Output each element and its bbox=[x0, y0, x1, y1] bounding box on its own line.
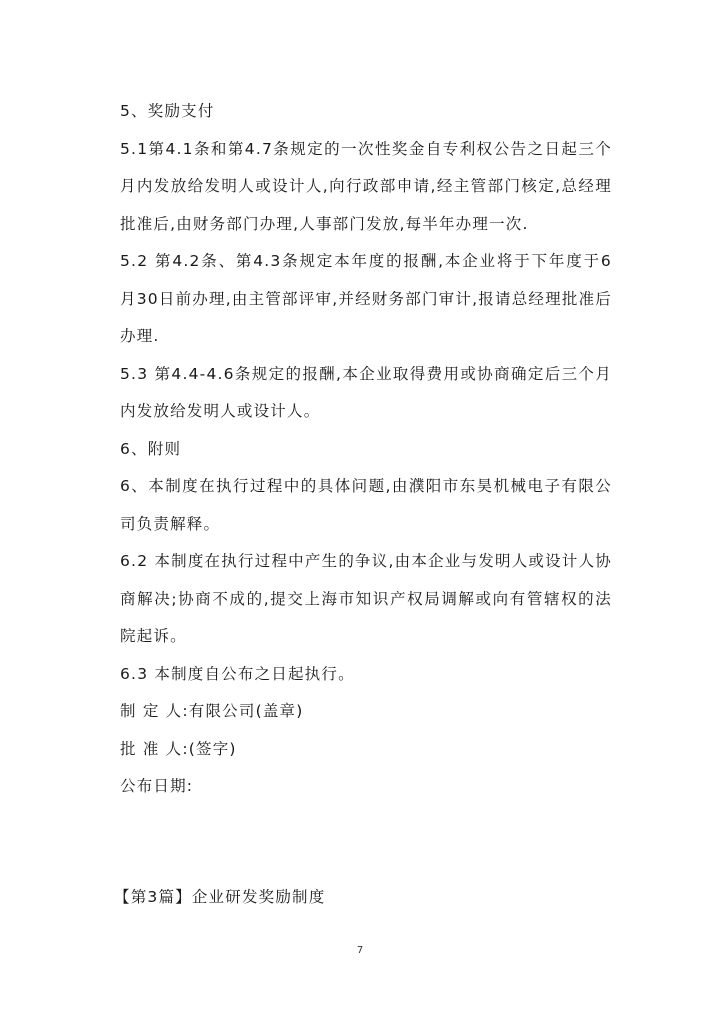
paragraph-6-3: 6.3 本制度自公布之日起执行。 bbox=[120, 664, 355, 683]
document-body bbox=[120, 93, 612, 806]
paragraph-6-2: 6.2 本制度在执行过程中产生的争议,由本企业与发明人或设计人协商解决;协商不成的,提交上海市知识产权局调解或向有管辖权的法院起诉。 bbox=[120, 552, 612, 645]
signature-publish-date: 公布日期: bbox=[120, 777, 194, 795]
paragraph-5-2: 5.2 第4.2条、第4.3条规定本年度的报酬,本企业将于下年度于6月30日前办理,由主管部评审,并经财务部门审计,报请总经理批准后办理. bbox=[120, 252, 612, 345]
section-heading-payment: 5、奖励支付 bbox=[120, 102, 215, 120]
page-number: 7 bbox=[356, 945, 364, 956]
next-section-title: 【第3篇】企业研发奖励制度 bbox=[114, 888, 326, 906]
signature-drafter: 制 定 人:有限公司(盖章) bbox=[120, 702, 304, 720]
section-heading-supplementary: 6、附则 bbox=[120, 439, 182, 458]
paragraph-5-3: 5.3 第4.4-4.6条规定的报酬,本企业取得费用或协商确定后三个月内发放给发明人或设计人。 bbox=[120, 364, 612, 420]
signature-approver: 批 准 人:(签字) bbox=[120, 739, 237, 758]
paragraph-5-1: 5.1第4.1条和第4.7条规定的一次性奖金自专利权公告之日起三个月内发放给发明人或设计人,向行政部申请,经主管部门核定,总经理批准后,由财务部门办理,人事部门发放,每半年办理一次. bbox=[120, 139, 612, 233]
paragraph-6-1: 6、本制度在执行过程中的具体问题,由濮阳市东昊机械电子有限公司负责解释。 bbox=[120, 477, 612, 533]
